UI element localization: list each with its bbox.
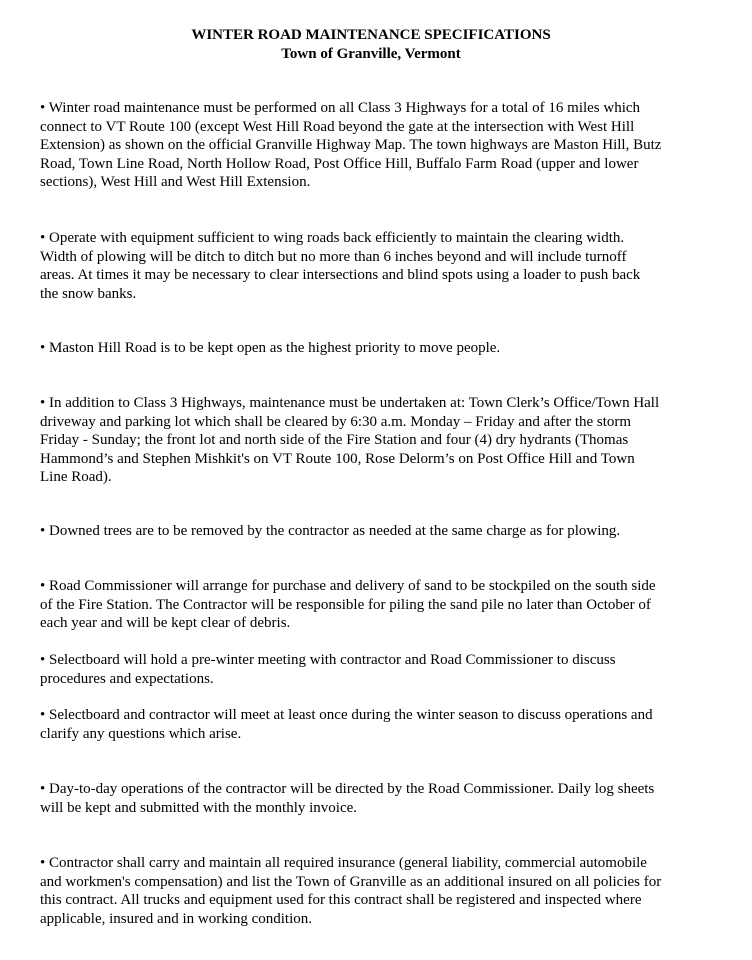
paragraph-insurance xyxy=(40,854,712,928)
paragraph-line: • Day-to-day operations of the contractor will be directed by the Road Commissioner. Daily log sheets xyxy=(40,781,655,797)
paragraph-line: connect to VT Route 100 (except West Hill Road beyond the gate at the intersection with West Hill xyxy=(40,118,635,135)
paragraph-line: Road, Town Line Road, North Hollow Road, Post Office Hill, Buffalo Farm Road (upper and lower xyxy=(40,155,639,172)
paragraph-line: each year and will be kept clear of debris. xyxy=(40,615,291,631)
paragraph-operations xyxy=(40,780,712,817)
paragraph-sand xyxy=(40,577,712,633)
paragraph-line: procedures and expectations. xyxy=(40,670,214,687)
document-title: WINTER ROAD MAINTENANCE SPECIFICATIONS xyxy=(191,27,551,43)
paragraph-line: this contract. All trucks and equipment used for this contract shall be registered and inspected where xyxy=(40,892,642,908)
paragraph-priority xyxy=(40,339,712,358)
paragraph-line: • Road Commissioner will arrange for purchase and delivery of sand to be stockpiled on the south side xyxy=(40,578,656,594)
paragraph-line: • In addition to Class 3 Highways, maintenance must be undertaken at: Town Clerk’s Office/Town Hall xyxy=(40,395,660,411)
paragraph-line: Friday - Sunday; the front lot and north side of the Fire Station and four (4) dry hydrants (Thomas xyxy=(40,432,629,448)
paragraph-line: the snow banks. xyxy=(40,285,137,302)
paragraph-additional-sites xyxy=(40,394,712,487)
paragraph-downed-trees xyxy=(40,522,712,541)
paragraph-pre-winter-meeting xyxy=(40,651,712,688)
paragraph-line: • Winter road maintenance must be performed on all Class 3 Highways for a total of 16 miles which xyxy=(40,100,641,116)
paragraph-season-meeting xyxy=(40,706,712,743)
paragraph-line: driveway and parking lot which shall be cleared by 6:30 a.m. Monday – Friday and after the storm xyxy=(40,413,632,430)
paragraph-line: • Contractor shall carry and maintain all required insurance (general liability, commercial automobile xyxy=(40,855,647,871)
paragraph-line: clarify any questions which arise. xyxy=(40,725,242,742)
paragraph-line: Width of plowing will be ditch to ditch but no more than 6 inches beyond and will include turnoff xyxy=(40,248,627,265)
paragraph-line: sections), West Hill and West Hill Extension. xyxy=(40,174,311,190)
document-subtitle: Town of Granville, Vermont xyxy=(281,46,461,62)
paragraph-line: Line Road). xyxy=(40,469,112,485)
paragraph-line: • Operate with equipment sufficient to wing roads back efficiently to maintain the clearing width. xyxy=(40,230,625,246)
paragraph-line: • Selectboard will hold a pre-winter meeting with contractor and Road Commissioner to discuss xyxy=(40,652,616,668)
paragraph-line: Extension) as shown on the official Granville Highway Map. The town highways are Maston Hill, Butz xyxy=(40,137,662,153)
paragraph-line: areas. At times it may be necessary to clear intersections and blind spots using a loader to push back xyxy=(40,267,641,283)
paragraph-line: will be kept and submitted with the monthly invoice. xyxy=(40,799,358,816)
paragraph-equipment xyxy=(40,229,712,303)
paragraph-line: • Downed trees are to be removed by the contractor as needed at the same charge as for plowing. xyxy=(40,523,621,539)
paragraph-line: • Selectboard and contractor will meet at least once during the winter season to discuss operations and xyxy=(40,707,653,723)
paragraph-line: Hammond’s and Stephen Mishkit's on VT Route 100, Rose Delorm’s on Post Office Hill and Town xyxy=(40,450,635,467)
paragraph-line: applicable, insured and in working condition. xyxy=(40,910,313,927)
paragraph-line: and workmen's compensation) and list the Town of Granville as an additional insured on all policies for xyxy=(40,873,662,890)
paragraph-line: of the Fire Station. The Contractor will be responsible for piling the sand pile no later than October of xyxy=(40,596,651,613)
paragraph-class3-highways xyxy=(40,99,712,192)
paragraph-line: • Maston Hill Road is to be kept open as the highest priority to move people. xyxy=(40,340,501,356)
